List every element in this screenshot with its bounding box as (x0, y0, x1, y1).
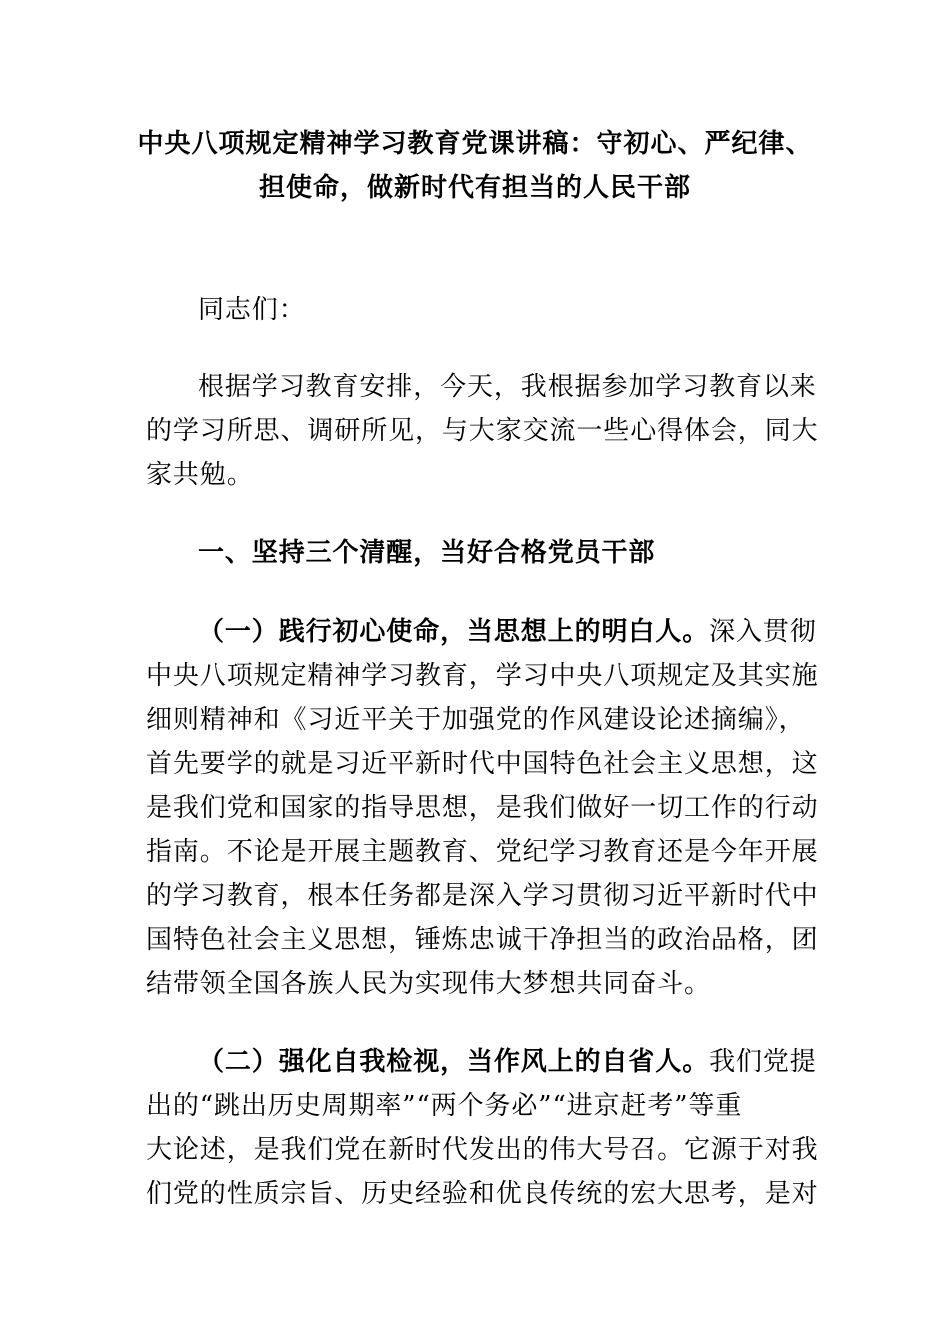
document-title-line-1: 中央八项规定精神学习教育党课讲稿：守初心、严纪律、 (137, 129, 813, 159)
paragraph-text: 深入贯彻 (709, 617, 817, 647)
paragraph-line: 中央八项规定精神学习教育，学习中央八项规定及其实施 (146, 661, 819, 691)
paragraph-line: 的学习教育，根本任务都是深入学习贯彻习近平新时代中 (146, 881, 819, 911)
intro-line: 的学习所思、调研所见，与大家交流一些心得体会，同大 (146, 416, 819, 446)
paragraph-line: 细则精神和《习近平关于加强党的作风建设论述摘编》， (146, 705, 806, 735)
paragraph-line: 国特色社会主义思想，锤炼忠诚干净担当的政治品格，团 (146, 925, 819, 955)
document-title-line-2: 担使命，做新时代有担当的人民干部 (258, 173, 691, 203)
salutation: 同志们： (198, 295, 306, 325)
paragraph-line: 们党的性质宗旨、历史经验和优良传统的宏大思考，是对 (146, 1179, 819, 1209)
section-heading: 一、坚持三个清醒，当好合格党员干部 (198, 538, 656, 568)
paragraph-first-line (198, 610, 817, 654)
paragraph-bold-lead: （二）强化自我检视，当作风上的自省人。 (198, 1047, 710, 1077)
paragraph-line: 指南。不论是开展主题教育、党纪学习教育还是今年开展 (146, 837, 819, 867)
paragraph-line: 大论述，是我们党在新时代发出的伟大号召。它源于对我 (146, 1135, 819, 1165)
intro-line: 根据学习教育安排，今天，我根据参加学习教育以来 (198, 372, 817, 402)
paragraph-line: 结带领全国各族人民为实现伟大梦想共同奋斗。 (146, 969, 711, 999)
paragraph-text: 我们党提 (709, 1047, 817, 1077)
paragraph-first-line (198, 1040, 817, 1084)
paragraph-line: 出的“跳出历史周期率”“两个务必”“进京赶考”等重 (146, 1091, 743, 1121)
paragraph-line: 是我们党和国家的指导思想，是我们做好一切工作的行动 (146, 793, 819, 823)
paragraph-bold-lead: （一）践行初心使命，当思想上的明白人。 (198, 617, 710, 647)
intro-line: 家共勉。 (146, 460, 254, 490)
paragraph-line: 首先要学的就是习近平新时代中国特色社会主义思想，这 (146, 749, 819, 779)
